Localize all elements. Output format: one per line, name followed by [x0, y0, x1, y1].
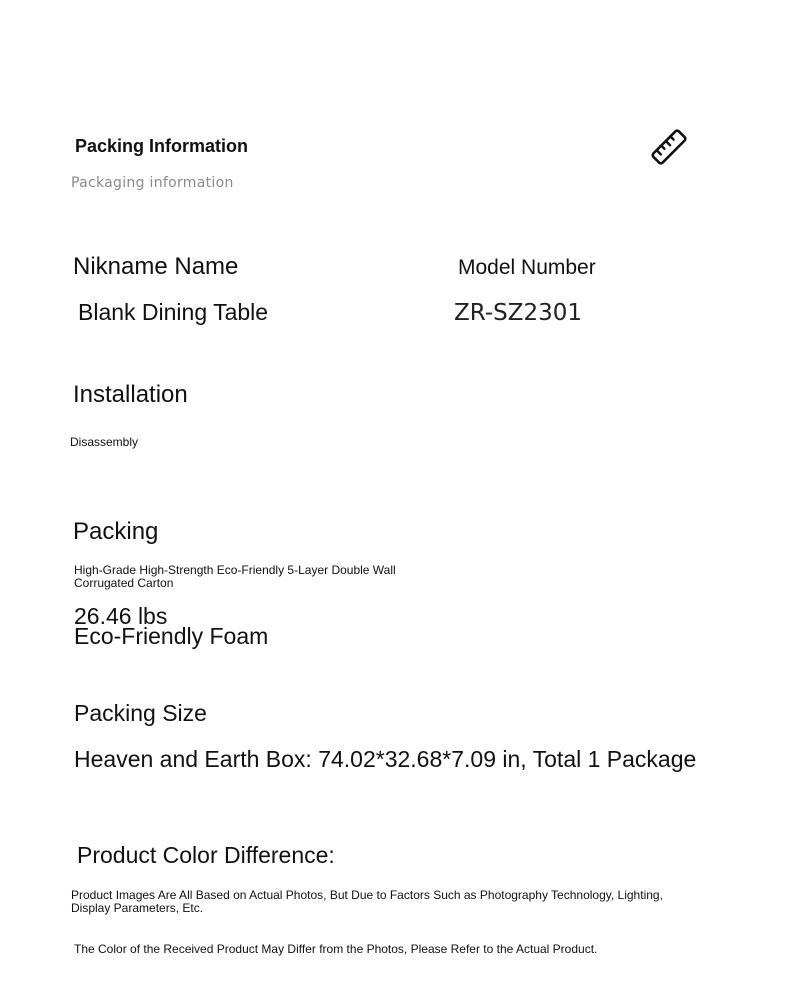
model-number-value: ZR-SZ2301 — [454, 300, 582, 326]
model-number-label: Model Number — [458, 256, 596, 279]
packing-description-line2: Corrugated Carton — [74, 576, 174, 590]
packing-foam: Eco-Friendly Foam — [74, 623, 269, 649]
packing-weight: 26.46 lbs — [74, 603, 168, 629]
product-name-value: Blank Dining Table — [78, 299, 269, 325]
section-title-packing-information: Packing Information — [75, 136, 249, 156]
packing-size-title: Packing Size — [74, 700, 207, 726]
color-difference-title: Product Color Difference: — [77, 842, 335, 868]
color-difference-note-line1: Product Images Are All Based on Actual Photos, But Due to Factors Such as Photography Technology, Lighting, — [71, 888, 663, 902]
packing-description-line1: High-Grade High-Strength Eco-Friendly 5-Layer Double Wall — [74, 563, 396, 577]
installation-title: Installation — [73, 381, 188, 408]
color-difference-note-line2: Display Parameters, Etc. — [71, 901, 204, 915]
ruler-icon — [648, 126, 690, 168]
section-subtitle: Packaging information — [71, 175, 234, 191]
color-difference-note-line3: The Color of the Received Product May Differ from the Photos, Please Refer to the Actual Product. — [74, 942, 598, 956]
name-label: Nikname Name — [73, 253, 239, 280]
installation-value: Disassembly — [70, 435, 139, 449]
packing-size-value: Heaven and Earth Box: 74.02*32.68*7.09 in, Total 1 Package — [74, 746, 697, 772]
packing-title: Packing — [73, 518, 159, 545]
